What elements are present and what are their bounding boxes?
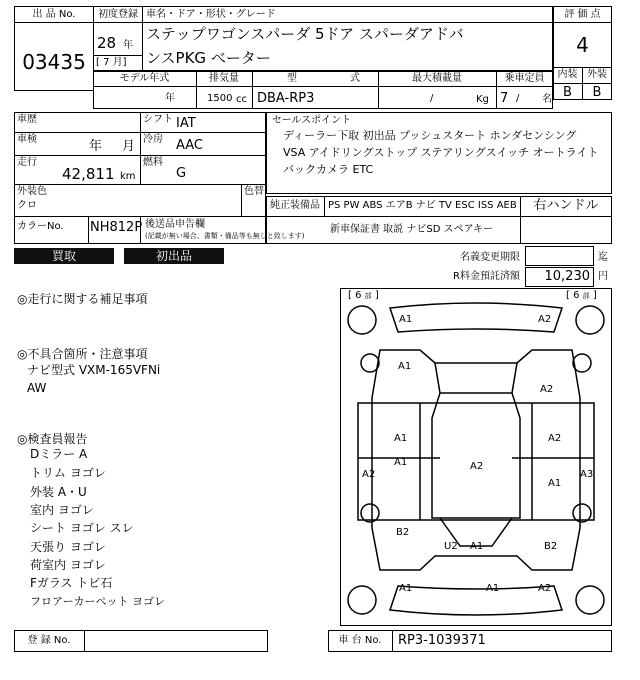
inspector-note: 室内 ヨゴレ <box>30 503 94 517</box>
sales-point-line: VSA アイドリングストップ ステアリングスイッチ オートライト <box>283 146 599 159</box>
fuel: G <box>176 166 187 181</box>
defect-line: AW <box>27 381 47 395</box>
damage-mark: B2 <box>396 527 410 538</box>
color-no: NH812P <box>90 220 143 235</box>
exterior-grade: B <box>592 85 602 100</box>
model-year-unit: 年 <box>165 93 175 104</box>
mileage-label: 走行 <box>17 157 37 168</box>
inspector-note: 外装 A・U <box>30 485 87 499</box>
inspector-report-title: ◎検査員報告 <box>17 432 88 446</box>
capacity-label: 乗車定員 <box>504 73 545 84</box>
name-change-value-box <box>525 246 594 266</box>
capacity-unit: 名 <box>542 94 552 105</box>
ac: AAC <box>176 138 203 153</box>
recycle-fee-value: 10,230 <box>544 269 590 284</box>
damage-mark: A3 <box>580 469 594 480</box>
exterior-grade-label: 外装 <box>587 69 607 80</box>
equipment-label: 純正装備品 <box>270 200 320 211</box>
lot-number: 03435 <box>22 50 86 74</box>
inspector-note: 天張り ヨゴレ <box>30 540 106 554</box>
defect-line: ナビ型式 VXM-165VFNi <box>27 363 161 377</box>
damage-mark: B2 <box>544 541 558 552</box>
exterior-color-label: 外装色 <box>17 186 47 197</box>
first-listing-badge: 初出品 <box>124 248 224 264</box>
defects-title: ◎不具合箇所・注意事項 <box>17 347 148 361</box>
first-registration-year: 28 <box>97 34 117 52</box>
car-name-line1: ステップワゴンスパーダ 5ドア スパーダアドバ <box>146 25 464 43</box>
buy-badge: 買取 <box>14 248 114 264</box>
grade-label: 評 価 点 <box>564 9 601 20</box>
warranty-items: 新車保証書 取説 ナビSD スペアキー <box>330 224 494 235</box>
overall-grade: 4 <box>576 33 589 57</box>
tire-depth-right: [ 6 部 ] <box>566 290 597 301</box>
capacity: 7 <box>500 91 509 106</box>
interior-grade-label: 内装 <box>557 69 578 80</box>
equipment-items: PS PW ABS エアB ナビ TV ESC ISS AEB <box>328 200 517 211</box>
mileage: 42,811 <box>62 165 115 183</box>
history-label: 車歴 <box>17 114 37 125</box>
mileage-unit: km <box>120 171 136 182</box>
type-label-2: 式 <box>350 73 360 84</box>
registration-no-label: 登 録 No. <box>27 635 71 646</box>
inspector-note: フロアーカーペット ヨゴレ <box>30 595 165 608</box>
damage-mark: A1 <box>548 478 562 489</box>
inspector-note: トリム ヨゴレ <box>30 466 106 480</box>
damage-mark: A2 <box>540 384 554 395</box>
car-name-line2: ンスPKG べーター <box>146 49 271 67</box>
damage-mark: A2 <box>538 583 552 594</box>
post-delivery-note: (記載が無い場合、書類・備品等も無しと致します) <box>145 232 305 240</box>
chassis-no-label: 車 台 No. <box>338 635 382 646</box>
inspection-label: 車検 <box>17 134 37 145</box>
steering-side: 右ハンドル <box>533 198 599 213</box>
damage-mark: A2 <box>362 469 376 480</box>
inspector-note: Dミラー A <box>30 447 88 461</box>
year-unit: 年 <box>123 40 133 51</box>
exterior-color: クロ <box>17 200 37 211</box>
max-load: / <box>430 93 434 104</box>
sales-point-line: ディーラー下取 初出品 プッシュスタート ホンダセンシング <box>283 129 577 142</box>
damage-mark: A1 <box>399 314 413 325</box>
driving-notes-title: ◎走行に関する補足事項 <box>17 292 148 306</box>
fuel-label: 燃料 <box>143 157 163 168</box>
shift-label: シフト <box>143 114 173 125</box>
name-change-label: 名義変更期限 <box>460 252 520 263</box>
first-registration-label: 初度登録 <box>98 9 138 20</box>
model-type: DBA-RP3 <box>257 91 315 106</box>
damage-mark: A1 <box>486 583 500 594</box>
color-change-label: 色替 <box>244 186 264 197</box>
chassis-no: RP3-1039371 <box>398 633 486 648</box>
inspection-month-unit: 月 <box>122 139 136 154</box>
name-change-unit: 迄 <box>598 252 608 263</box>
interior-grade: B <box>563 85 572 100</box>
sales-points-label: セールスポイント <box>272 115 352 126</box>
displacement: 1500 <box>207 93 233 104</box>
damage-mark: U2 <box>444 541 458 552</box>
inspector-note: Fガラス トビ石 <box>30 576 113 590</box>
inspector-note: 荷室内 ヨゴレ <box>30 558 106 572</box>
damage-mark: A2 <box>548 433 562 444</box>
damage-mark: A1 <box>399 583 413 594</box>
damage-mark: A2 <box>470 461 484 472</box>
color-no-label: カラーNo. <box>17 221 64 232</box>
first-registration-month: [ 7 月] <box>96 57 127 68</box>
damage-mark: A2 <box>538 314 552 325</box>
lot-number-label: 出 品 No. <box>32 9 76 20</box>
model-year-label: モデル年式 <box>119 73 170 84</box>
recycle-fee-unit: 円 <box>598 271 608 282</box>
car-outline <box>340 288 612 626</box>
sales-point-line: バックカメラ ETC <box>283 163 374 176</box>
damage-mark: A1 <box>394 457 408 468</box>
inspector-note: シート ヨゴレ スレ <box>30 521 134 535</box>
car-name-label: 車名・ドア・形状・グレード <box>146 9 276 20</box>
shift: IAT <box>176 116 196 131</box>
displacement-label: 排気量 <box>209 73 239 84</box>
max-load-label: 最大積載量 <box>412 73 462 84</box>
post-delivery-label: 後送品申告欄 <box>145 219 205 230</box>
capacity-separator: / <box>516 93 520 104</box>
ac-label: 冷房 <box>143 134 163 145</box>
tire-depth-left: [ 6 部 ] <box>348 290 379 301</box>
inspection-year-unit: 年 <box>89 139 103 154</box>
damage-mark: A1 <box>394 433 408 444</box>
max-load-unit: Kg <box>476 94 489 105</box>
type-label: 型 <box>287 73 297 84</box>
displacement-unit: cc <box>236 94 247 105</box>
damage-mark: A1 <box>398 361 412 372</box>
recycle-fee-label: R料金預託済額 <box>453 271 520 282</box>
damage-mark: A1 <box>470 541 484 552</box>
